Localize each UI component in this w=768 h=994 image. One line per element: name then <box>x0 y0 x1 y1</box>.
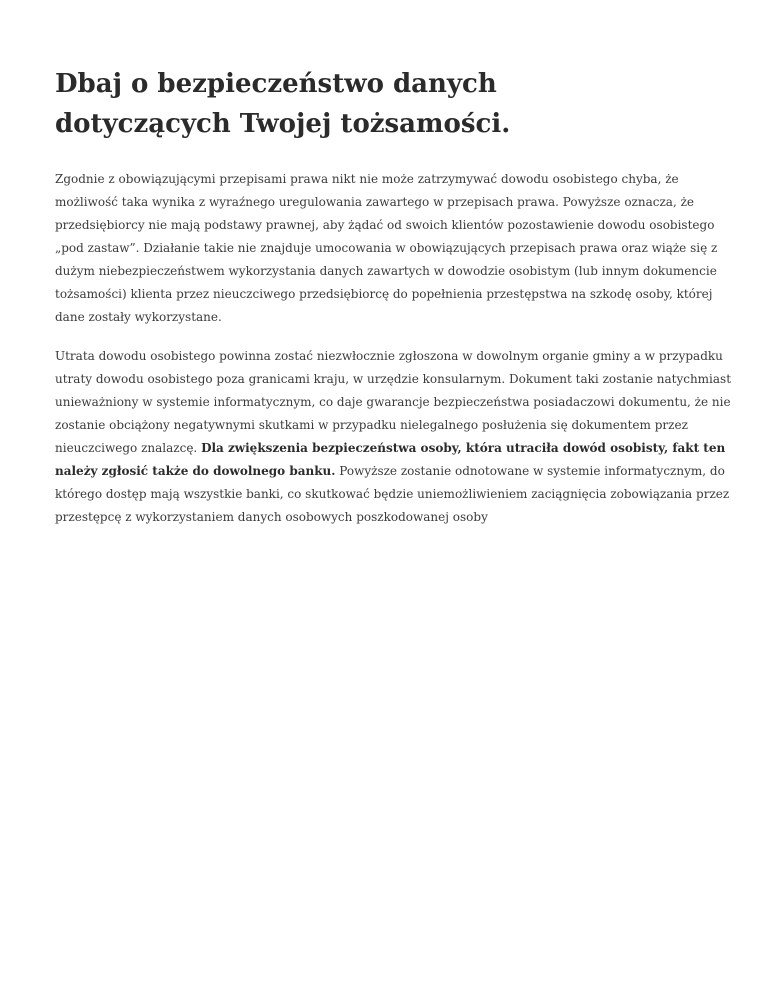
paragraph-line: przestępcę z wykorzystaniem danych osobowych poszkodowanej osoby <box>55 510 488 524</box>
paragraph-line: którego dostęp mają wszystkie banki, co skutkować będzie uniemożliwieniem zaciągnięcia zobowiązania przez <box>55 487 730 501</box>
article-title <box>55 64 715 144</box>
article <box>55 64 732 529</box>
paragraph-text: Powyższe zostanie odnotowane w systemie informatycznym, do <box>335 464 725 478</box>
paragraph-line: Zgodnie z obowiązującymi przepisami prawa nikt nie może zatrzymywać dowodu osobistego chyba, że <box>55 172 679 186</box>
paragraph-line: Utrata dowodu osobistego powinna zostać niezwłocznie zgłoszona w dowolnym organie gminy a w przypadku <box>55 349 723 363</box>
paragraph-line: „pod zastaw”. Działanie takie nie znajduje umocowania w obowiązujących przepisach prawa oraz wiąże się z <box>55 241 718 255</box>
paragraph-text: nieuczciwego znalazcę. <box>55 441 202 455</box>
bold-notice: należy zgłosić także do dowolnego banku. <box>55 464 336 478</box>
paragraph-line: unieważniony w systemie informatycznym, co daje gwarancje bezpieczeństwa posiadaczowi dokumentu, że nie <box>55 395 731 409</box>
paragraph-line: zostanie obciążony negatywnymi skutkami w przypadku nielegalnego posłużenia się dokumentem przez <box>55 418 688 432</box>
paragraph-id-card-retention <box>55 168 718 329</box>
paragraph-line <box>55 460 725 483</box>
paragraph-line <box>55 437 726 460</box>
title-line: dotyczących Twojej tożsamości. <box>55 109 511 139</box>
paragraph-id-card-loss <box>55 345 732 529</box>
title-line: Dbaj o bezpieczeństwo danych <box>55 69 497 99</box>
paragraph-line: utraty dowodu osobistego poza granicami kraju, w urzędzie konsularnym. Dokument taki zostanie natychmiast <box>55 372 732 386</box>
paragraph-line: możliwość taka wynika z wyraźnego uregulowania zawartego w przepisach prawa. Powyższe oznacza, że <box>55 195 695 209</box>
paragraph-line: tożsamości) klienta przez nieuczciwego przedsiębiorcę do popełnienia przestępstwa na szkodę osoby, której <box>55 287 713 301</box>
paragraph-line: dane zostały wykorzystane. <box>55 310 222 324</box>
paragraph-line: dużym niebezpieczeństwem wykorzystania danych zawartych w dowodzie osobistym (lub innym dokumencie <box>55 264 717 278</box>
paragraph-line: przedsiębiorcy nie mają podstawy prawnej, aby żądać od swoich klientów pozostawienie dowodu osobistego <box>55 218 715 232</box>
bold-notice: Dla zwiększenia bezpieczeństwa osoby, która utraciła dowód osobisty, fakt ten <box>201 441 726 455</box>
